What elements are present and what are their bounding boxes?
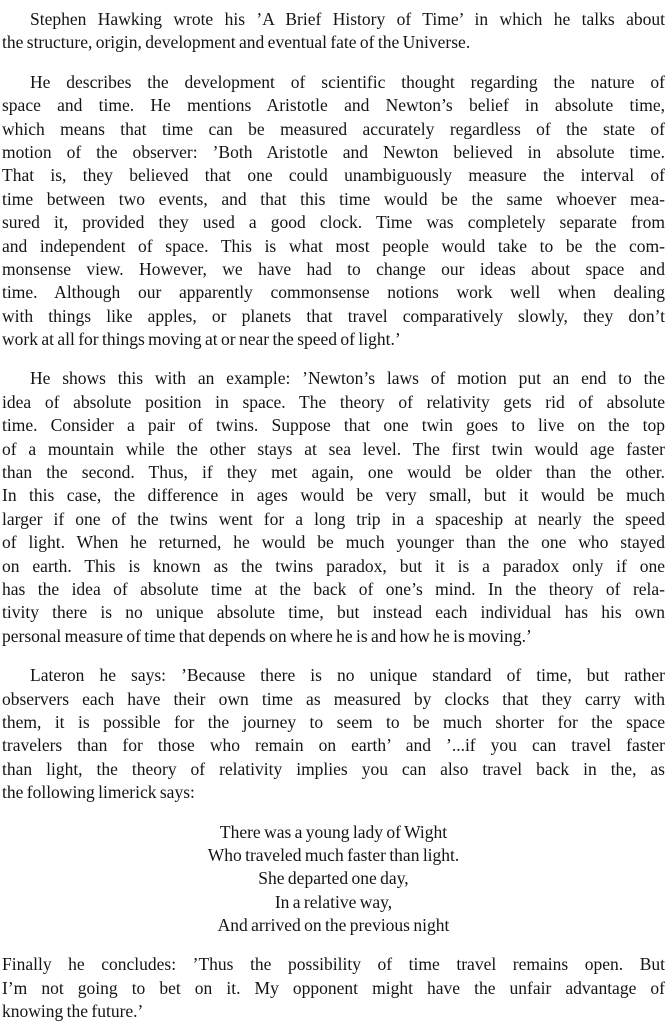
paragraph-intro [2,8,665,55]
text-line: with things like apples, or planets that travel comparatively slowly, they don’t [2,305,665,326]
text-line: larger if one of the twins went for a long trip in a spaceship at nearly the speed [2,508,665,529]
text-line: Who traveled much faster than light. [207,844,460,865]
text-line: of light. When he returned, he would be much younger than the one who stayed [2,532,665,553]
text-line: has the idea of absolute time at the back of one’s mind. In the theory of rela- [2,578,665,599]
paragraph-limerick [2,821,665,938]
text-line: He shows this with an example: ’Newton’s laws of motion put an end to the [30,368,665,389]
text-line: idea of absolute position in space. The theory of relativity gets rid of absolute [2,391,665,412]
text-line: She departed one day, [258,868,409,889]
text-line: He describes the development of scientific thought regarding the nature of [30,71,665,92]
text-line: and independent of space. This is what most people would take to be the com- [2,235,665,256]
text-line: than the second. Thus, if they met again, one would be older than the other. [2,462,665,483]
paragraph-conclusion [2,953,665,1023]
text-line: sured it, provided they used a good clock. Time was completely separate from [2,212,665,233]
text-line: There was a young lady of Wight [219,821,448,842]
text-line: I’m not going to bet on it. My opponent might have the unfair advantage of [2,977,665,998]
text-line: travelers than for those who remain on earth’ and ’...if you can travel faster [2,735,665,756]
text-line: tivity there is no unique absolute time, but instead each individual has his own [2,602,665,623]
text-line: knowing the future.’ [2,1001,144,1022]
text-line: them, it is possible for the journey to seem to be much shorter for the space [2,711,665,732]
text-line: the structure, origin, development and eventual fate of the Universe. [2,32,471,53]
text-line: In this case, the difference in ages would be very small, but it would be much [2,485,665,506]
text-line: work at all for things moving at or near the speed of light.’ [2,329,401,350]
paragraph-no-unique-standard [2,664,665,804]
text-line: time. Although our apparently commonsense notions work well when dealing [2,282,665,303]
text-line: time between two events, and that this time would be the same whoever mea- [2,188,665,209]
text-line: than light, the theory of relativity implies you can also travel back in the, as [2,758,665,779]
text-line: personal measure of time that depends on where he is and how he is moving.’ [2,625,532,646]
text-line: motion of the observer: ’Both Aristotle and Newton believed in absolute time. [2,141,665,162]
text-line: Finally he concludes: ’Thus the possibility of time travel remains open. But [2,954,665,975]
text-line: Lateron he says: ’Because there is no unique standard of time, but rather [30,665,665,686]
text-line: on earth. This is known as the twins paradox, but it is a paradox only if one [2,555,665,576]
text-line: space and time. He mentions Aristotle and Newton’s belief in absolute time, [2,95,665,116]
text-line: In a relative way, [274,891,393,912]
paragraph-twins-paradox [2,367,665,648]
text-line: time. Consider a pair of twins. Suppose that one twin goes to live on the top [2,415,665,436]
text-line: That is, they believed that one could unambiguously measure the interval of [2,165,665,186]
text-line: of a mountain while the other stays at sea level. The first twin would age faster [2,438,665,459]
text-line: the following limerick says: [2,782,195,803]
text-line: And arrived on the previous night [217,915,450,936]
paragraph-absolute-time [2,71,665,352]
text-line: Stephen Hawking wrote his ’A Brief History of Time’ in which he talks about [30,9,665,29]
text-line: monsense view. However, we have had to change our ideas about space and [2,258,665,279]
text-line: which means that time can be measured accurately regardless of the state of [2,118,665,139]
text-line: observers each have their own time as measured by clocks that they carry with [2,688,665,709]
